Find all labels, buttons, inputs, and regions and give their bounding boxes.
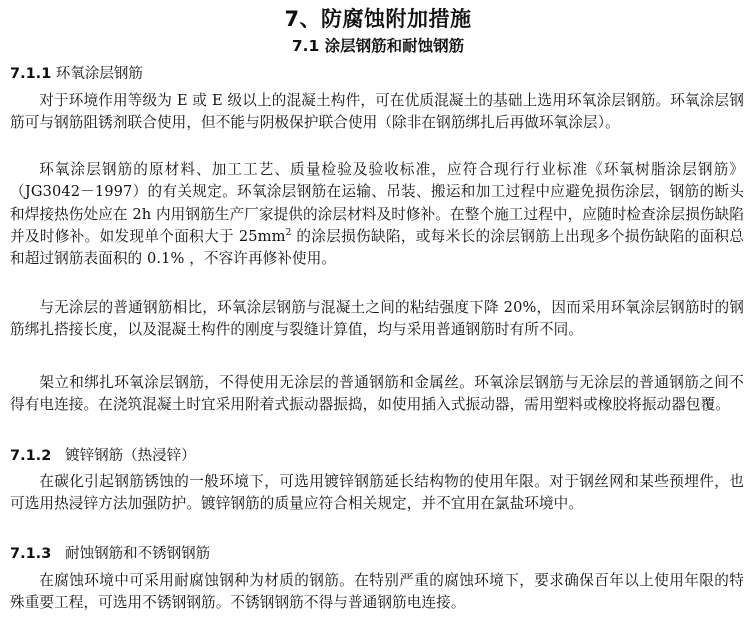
heading-7-1-1 [10,63,143,85]
superscript: 2 [285,228,292,239]
heading-7-1-3 [10,543,210,565]
paragraph-7-1-2-1: 在碳化引起钢筋锈蚀的一般环境下，可选用镀锌钢筋延长结构物的使用年限。对于钢丝网和某些预埋件，也可选用热浸锌方法加强防护。镀锌钢筋的质量应符合相关规定，并不宜用在氯盐环境中。 [10,473,744,513]
paragraph-text: 的涂层损伤缺陷，或每米长的涂层钢筋上出现多个损伤缺陷的面积总和超过钢筋表面积的 0.1% ，不容许再修补使用。 [10,227,744,268]
section-title: 7.1 涂层钢筋和耐蚀钢筋 [291,37,465,55]
chapter-title: 7、防腐蚀附加措施 [284,7,472,31]
heading-text: 镀锌钢筋（热浸锌） [65,448,196,464]
heading-number: 7.1.1 [10,66,52,82]
paragraph-7-1-1-4: 架立和绑扎环氧涂层钢筋，不得使用无涂层的普通钢筋和金属丝。环氧涂层钢筋与无涂层的普通钢筋之间不得有电连接。在浇筑混凝土时宜采用附着式振动器振捣，如使用插入式振动器，需用塑料或橡胶将振动器包覆。 [10,374,744,414]
paragraph-7-1-1-3: 与无涂层的普通钢筋相比，环氧涂层钢筋与混凝土之间的粘结强度下降 20%，因而采用环氧涂层钢筋时的钢筋绑扎搭接长度，以及混凝土构件的刚度与裂缝计算值，均与采用普通钢筋时有所不同。 [10,299,744,339]
heading-number: 7.1.2 [10,448,52,464]
paragraph-7-1-3-1: 在腐蚀环境中可采用耐腐蚀钢种为材质的钢筋。在特别严重的腐蚀环境下，要求确保百年以上使用年限的特殊重要工程，可选用不锈钢钢筋。不锈钢钢筋不得与普通钢筋电连接。 [10,572,744,612]
heading-text: 耐蚀钢筋和不锈钢钢筋 [65,546,211,562]
heading-number: 7.1.3 [10,546,52,562]
paragraph-7-1-1-1: 对于环境作用等级为 E 或 E 级以上的混凝土构件，可在优质混凝土的基础上选用环氧涂层钢筋。环氧涂层钢筋可与钢筋阻锈剂联合使用，但不能与阴极保护联合使用（除非在钢筋绑扎后再做环氧涂层）。 [10,92,744,132]
paragraph-text: 环氧涂层钢筋的原材料、加工工艺、质量检验及验收标准，应符合现行行业标准《环氧树脂涂层钢筋》（JG3042－1997）的有关规定。环氧涂层钢筋在运输、吊装、搬运和加工过程中应避免损伤涂层，钢筋的断头和焊接热伤处应在 2h 内用钢筋生产厂家提供的涂层材料及时修补。在整个施工过程中，应随时检查涂层损伤缺陷并及时修补。如发现单个面积大于 25mm [10,161,744,245]
heading-7-1-2 [10,445,196,467]
heading-text: 环氧涂层钢筋 [55,66,143,82]
paragraph-7-1-1-2 [10,159,744,270]
